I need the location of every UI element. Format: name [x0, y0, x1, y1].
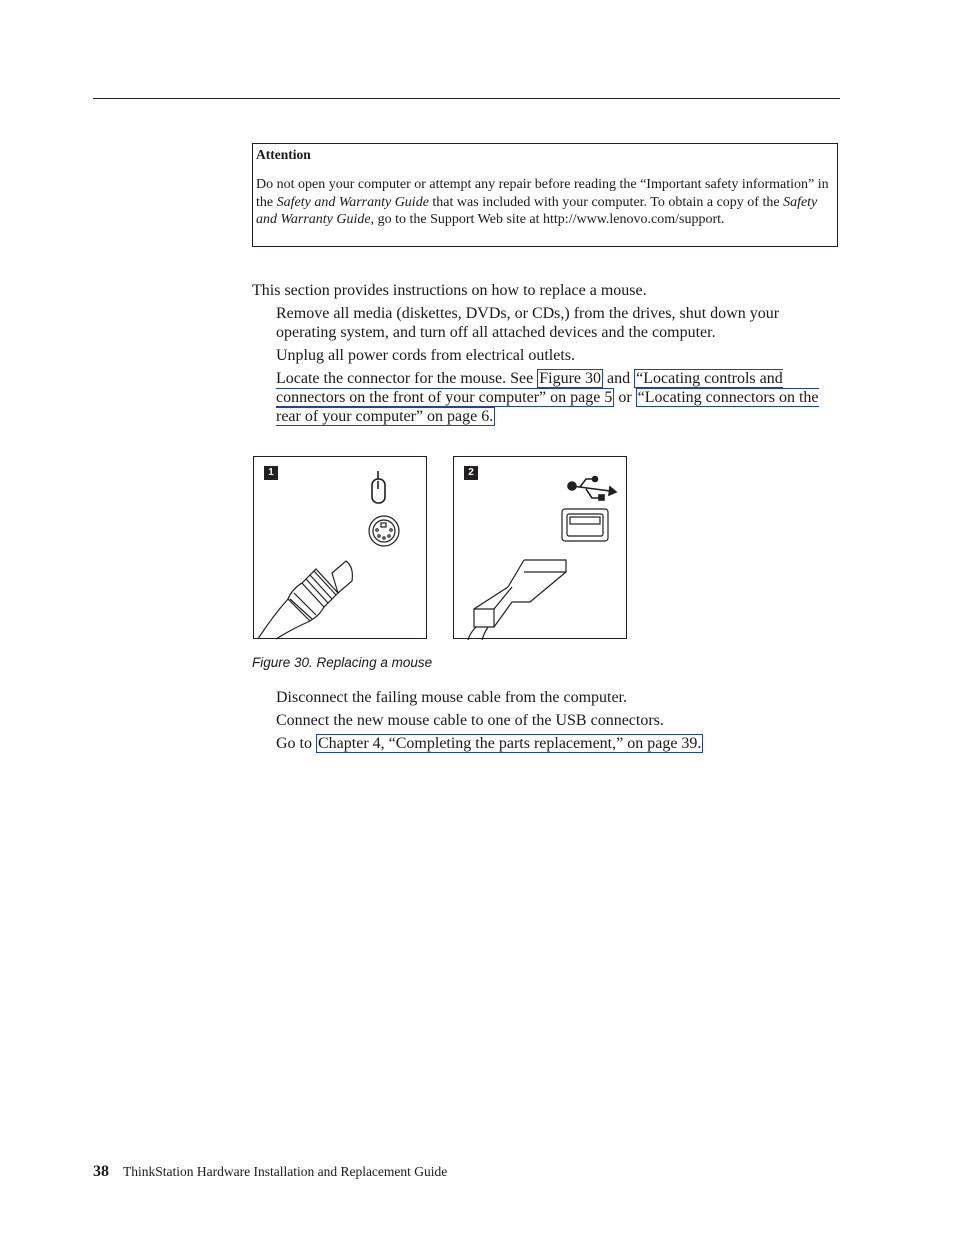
callout-1: 1	[264, 466, 278, 480]
intro-paragraph: This section provides instructions on how to replace a mouse.	[252, 282, 647, 299]
step-3-text: and	[603, 370, 635, 387]
step-6-text: Go to	[276, 735, 316, 752]
safety-guide-title: Safety and Warranty Guide	[276, 194, 429, 210]
page-number: 38	[93, 1163, 109, 1180]
callout-2: 2	[464, 466, 478, 480]
step-4: Disconnect the failing mouse cable from the computer.	[276, 689, 627, 706]
usb-icon	[568, 477, 616, 501]
usb-port-icon	[562, 509, 608, 541]
figure-30-link[interactable]: Figure 30	[539, 370, 602, 387]
mouse-icon	[372, 471, 385, 503]
step-3-text: or	[614, 389, 636, 406]
figure-caption: Figure 30. Replacing a mouse	[252, 655, 433, 670]
attention-title: Attention	[256, 147, 311, 162]
safety-guide-title: Safety and Warranty Guide	[256, 194, 818, 228]
step-2: Unplug all power cords from electrical outlets.	[276, 347, 576, 364]
chapter-4-link[interactable]: Chapter 4, “Completing the parts replacement,” on page 39.	[318, 735, 702, 752]
usb-plug-illustration	[468, 560, 566, 640]
step-1: Remove all media (diskettes, DVDs, or CDs,) from the drives, shut down your operating system, and turn off all attached devices and the computer.	[276, 305, 780, 341]
step-6	[276, 734, 836, 753]
book-title: ThinkStation Hardware Installation and Replacement Guide	[123, 1164, 448, 1179]
attention-text-part: Do not open your computer or attempt any repair before reading the “Important safety information” in the	[256, 177, 829, 210]
ps2-port-icon	[369, 516, 399, 546]
figure-ps2-panel	[253, 456, 427, 639]
header-rule	[93, 98, 840, 99]
attention-text-part: , go to the Support Web site at http://www.lenovo.com/support.	[370, 212, 725, 228]
rear-connectors-link[interactable]: “Locating connectors on the rear of your computer” on page 6.	[276, 389, 819, 425]
step-3	[276, 369, 836, 426]
usb-connector-illustration	[454, 457, 628, 640]
attention-text-part: that was included with your computer. To obtain a copy of the	[428, 194, 784, 210]
step-3-text: Locate the connector for the mouse. See	[276, 370, 538, 387]
front-controls-link[interactable]: “Locating controls and connectors on the front of your computer” on page 5	[276, 370, 783, 406]
attention-text	[256, 176, 837, 228]
page-footer	[93, 1163, 447, 1181]
ps2-plug-illustration	[258, 561, 352, 639]
figure-usb-panel	[453, 456, 627, 639]
attention-notice	[252, 143, 838, 247]
ps2-connector-illustration	[254, 457, 428, 640]
step-5: Connect the new mouse cable to one of the USB connectors.	[276, 712, 664, 729]
